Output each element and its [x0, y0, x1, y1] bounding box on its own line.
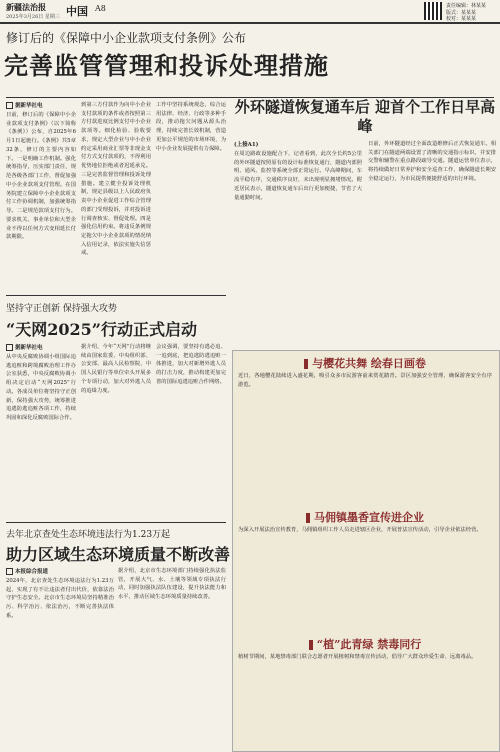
article-mid-col2: 日前，外环隧道经过全面改造维修后正式恢复通车。相关部门在隧道两端设置了清晰的交通指示标识，并安排交警和辅警在重点路段疏导交通。隧道运营单位表示，将持续做好日常养护和安全巡查工作，确保隧道长期安全稳定运行，为市民提供便捷舒适的出行环境。 [368, 141, 496, 182]
divider [6, 295, 226, 296]
brief3-title [234, 636, 496, 652]
square-icon [6, 568, 13, 575]
qr-code-icon [424, 2, 442, 20]
article2-col2: 据介绍，今年“天网”行动将继续由国家监委、中央组织部、公安部、最高人民检察院、中国人民银行等单位牵头开展多个专项行动，加大对外逃人员的追缉力度。 [81, 344, 151, 394]
brief-title-text: 马佣镇墨香宣传进企业 [314, 511, 424, 524]
article3-col1: 2024年，北京查处生态环境违法行为1.23万起，实现了有不让违法者付出代价，依靠法治守护生态安全。北京市生态环境局坚持精准治污、科学治污、依法治污，不断完善执法体系。 [6, 578, 114, 619]
title-bar-icon [306, 513, 310, 523]
page-number: A8 [95, 4, 106, 13]
issue-date: 2025年3月26日 星期三 [6, 14, 60, 20]
section-title: 中国 [66, 5, 88, 18]
article2-byline [6, 343, 43, 351]
article1-kicker: 修订后的《保障中小企业款项支付条例》公布 [6, 31, 247, 45]
article-mid-headline: 外环隧道恢复通车后 迎首个工作日早高峰 [234, 98, 496, 135]
brief1-title [234, 355, 496, 371]
article1-byline [6, 101, 43, 109]
article2-headline: “天网2025”行动正式启动 [6, 320, 197, 339]
article1-headline: 完善监管管理和投诉处理措施 [4, 51, 329, 80]
article3-kicker: 去年北京查处生态环境违法行为1.23万起 [6, 530, 171, 540]
byline-text: 本报综合报道 [15, 569, 49, 575]
editor-line: 版式：某某某 [446, 9, 477, 16]
square-icon [6, 102, 13, 109]
editor-line: 责任编辑：林某某 [446, 3, 487, 9]
article3-byline [6, 567, 48, 575]
brief1-text: 近日，各地樱花陆续进入盛花期，吸引众多市民游客前来赏花踏青。景区加强安全管理，确保游客安全有序游览。 [238, 373, 492, 388]
article2-kicker: 坚持守正创新 保持强大攻势 [6, 304, 117, 314]
editor-line: 校对：某某某 [446, 16, 477, 22]
article1-col3: 工作中坚持系统观念，综合运用法律、经济、行政等多种手段，推动拖欠问题从源头治理，持续完善长效机制，营造更加公平规范的市场环境，为中小企业发展提供有力保障。 [156, 102, 226, 152]
article2-col3: 会议强调，要坚持有逃必追、一追到底，把追逃防逃追赃一体推进，加大对新增外逃人员的打击力度，推动构建更加完善的国际追逃追赃合作网络。 [156, 344, 226, 385]
brief3-text: 植树节期间，某地禁毒部门联合志愿者开展植树和禁毒宣传活动，倡导广大群众珍爱生命、远离毒品。 [238, 654, 477, 660]
article-mid-col1: 在周边路政设施配合下，记者看到，此次全长约5公里的外环隧道按照原有的设计标准恢复通行，隧道内部照明、通风、监控等系统全部正常运行。早高峰期间，车流平稳有序，交通秩序良好，未出现明显拥堵情况。附近居民表示，隧道恢复通车后出行更加便捷，节省了大量通勤时间。 [234, 151, 362, 201]
article1-col1: 日前，修订后的《保障中小企业款项支付条例》（以下简称《条例》）公布，自2025年6月1日起施行。《条例》共5章32条，修订的主要内容如下。一是明确工作机制。强化统筹指导，压实部门责任，规范各级各部门工作，督促加强中小企业款项支付管理。在国务院建立保障中小企业款项支付工作协调机制，加强统筹指导。二是规范款项支付行为。要求机关、事业单位和大型企业不得以任何方式变相延长付款期限。 [6, 112, 76, 241]
article3-headline: 助力区域生态环境质量不断改善 [6, 545, 231, 564]
byline-text: 据新华社电 [15, 103, 43, 109]
brief2-text: 为深入开展法治宣传教育，马佣镇组织工作人员走进辖区企业，开展普法宣传活动，引导企业依法经营。 [238, 527, 482, 533]
divider [6, 522, 226, 523]
article3-col2: 据介绍，北京市生态环境部门持续强化执法监管，开展大气、水、土壤等领域专项执法行动，同时加强执法队伍建设，提升执法能力和水平，推动区域生态环境质量持续改善。 [118, 568, 226, 601]
editor-credits [446, 3, 486, 23]
title-bar-icon [309, 640, 313, 650]
brief-title-text: “植”此青绿 禁毒同行 [316, 638, 422, 651]
brief2-title [234, 509, 496, 525]
article1-col2: 到第三方付款作为向中小企业支付款项的条件或者按照第三方付款进度比例支付中小企业款项等。细化检验、验收要求，规定大型企业与中小企业约定采用商业汇票等非现金支付方式支付款项的，不得利用优势地位拒绝或者迟延承兑。三是完善监督管理和投诉处理措施。建立健全投诉处理机制，规定县级以上人民政府负责中小企业促进工作综合管理的部门受理投诉，并对投诉进行调查核实、督促处理。四是强化信用约束。将违反条例规定拖欠中小企业款项的情况纳入信用记录，依法实施失信惩戒。 [81, 102, 151, 257]
square-icon [6, 344, 13, 351]
brief-title-text: 与樱花共舞 绘春日画卷 [312, 357, 426, 370]
title-bar-icon [304, 359, 308, 369]
article2-col1: 从中央反腐败协调小组国际追逃追赃和跨境腐败治理工作办公室获悉，中央反腐败协调小组决定启动“天网2025”行动。各成员单位将坚持守正创新，保持强大攻势，统筹推进追逃防逃追赃各项工作，持续巩固和深化反腐败国际合作。 [6, 354, 76, 422]
article-mid-byline: (上接A1) [234, 142, 259, 148]
byline-text: 据新华社电 [15, 345, 43, 351]
newspaper-logo: 新疆法治报 [6, 2, 46, 12]
